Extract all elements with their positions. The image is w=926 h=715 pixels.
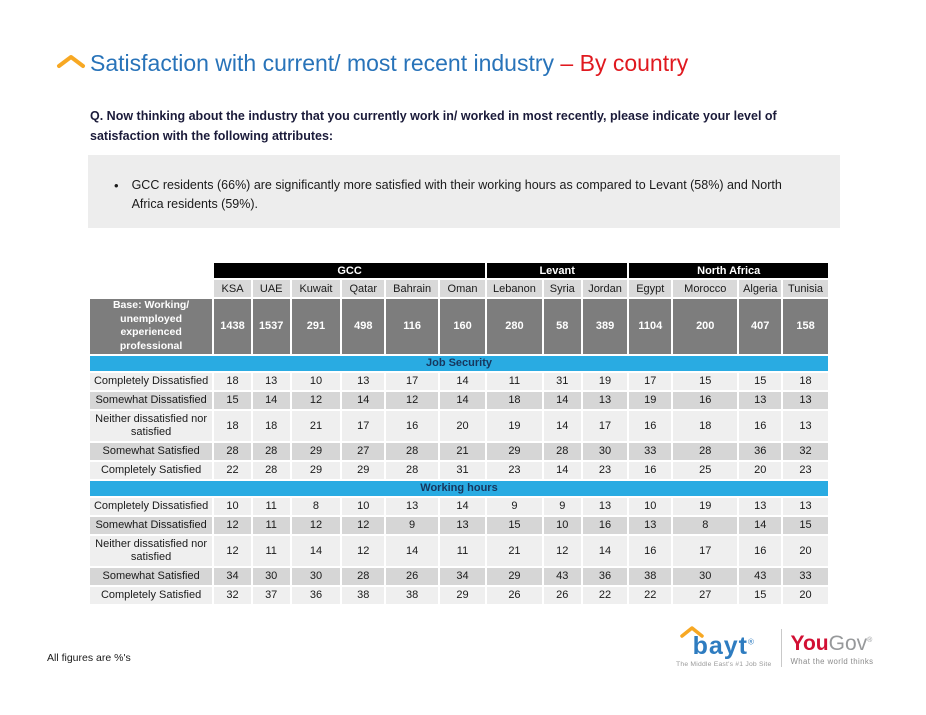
value-cell: 43 <box>739 568 781 585</box>
value-cell: 8 <box>673 517 737 534</box>
insight-text: GCC residents (66%) are significantly more satisfied with their working hours as compared to Levant (58%) and North Africa residents (59%). <box>131 178 782 212</box>
table-row <box>90 517 828 534</box>
base-value-cell: 1104 <box>629 299 671 354</box>
value-cell: 21 <box>440 443 485 460</box>
survey-question-text: Q. Now thinking about the industry that you currently work in/ worked in most recently, please indicate your level of satisfaction with the following attributes: <box>90 109 777 143</box>
bayt-tagline: The Middle East's #1 Job Site <box>676 660 772 668</box>
country-header-cell: Bahrain <box>386 280 438 297</box>
country-header-cell: Oman <box>440 280 485 297</box>
value-cell: 38 <box>629 568 671 585</box>
value-cell: 18 <box>214 373 251 390</box>
slide-title <box>56 50 688 78</box>
value-cell: 22 <box>629 587 671 604</box>
value-cell: 10 <box>292 373 341 390</box>
value-cell: 36 <box>292 587 341 604</box>
country-header-row <box>90 280 828 297</box>
value-cell: 23 <box>583 462 628 479</box>
value-cell: 38 <box>386 587 438 604</box>
corner-spacer <box>90 280 212 297</box>
value-cell: 11 <box>253 536 290 566</box>
value-cell: 15 <box>739 373 781 390</box>
value-cell: 22 <box>583 587 628 604</box>
yougov-you: You <box>790 632 829 655</box>
logo-divider <box>781 629 782 667</box>
table-row <box>90 443 828 460</box>
row-label-cell: Completely Dissatisfied <box>90 498 212 515</box>
value-cell: 17 <box>673 536 737 566</box>
value-cell: 13 <box>783 498 828 515</box>
table-row <box>90 498 828 515</box>
value-cell: 29 <box>440 587 485 604</box>
base-value-cell: 498 <box>342 299 384 354</box>
region-header-cell: GCC <box>214 263 485 278</box>
value-cell: 19 <box>487 411 542 441</box>
value-cell: 19 <box>629 392 671 409</box>
value-cell: 25 <box>673 462 737 479</box>
base-label-cell: Base: Working/ unemployed experienced professional <box>90 299 212 354</box>
yougov-tagline: What the world thinks <box>790 657 874 666</box>
value-cell: 8 <box>292 498 341 515</box>
caret-icon <box>56 54 86 69</box>
value-cell: 36 <box>583 568 628 585</box>
base-value-cell: 158 <box>783 299 828 354</box>
row-label-cell: Neither dissatisfied nor satisfied <box>90 536 212 566</box>
value-cell: 28 <box>253 443 290 460</box>
value-cell: 13 <box>342 373 384 390</box>
region-header-row <box>90 263 828 278</box>
base-value-cell: 1537 <box>253 299 290 354</box>
value-cell: 28 <box>386 462 438 479</box>
value-cell: 14 <box>386 536 438 566</box>
base-value-cell: 389 <box>583 299 628 354</box>
base-value-cell: 58 <box>544 299 581 354</box>
bayt-name: bayt <box>692 632 748 660</box>
value-cell: 32 <box>783 443 828 460</box>
value-cell: 28 <box>253 462 290 479</box>
value-cell: 14 <box>583 536 628 566</box>
country-results-table <box>88 261 830 606</box>
bullet-icon: • <box>114 178 119 193</box>
value-cell: 22 <box>214 462 251 479</box>
value-cell: 14 <box>440 392 485 409</box>
value-cell: 10 <box>214 498 251 515</box>
corner-spacer <box>90 263 212 278</box>
value-cell: 10 <box>544 517 581 534</box>
country-header-cell: Qatar <box>342 280 384 297</box>
value-cell: 16 <box>739 536 781 566</box>
value-cell: 14 <box>253 392 290 409</box>
value-cell: 11 <box>440 536 485 566</box>
section-band-row <box>90 481 828 496</box>
value-cell: 13 <box>629 517 671 534</box>
value-cell: 9 <box>544 498 581 515</box>
table-row <box>90 373 828 390</box>
value-cell: 14 <box>342 392 384 409</box>
value-cell: 17 <box>583 411 628 441</box>
country-header-cell: Lebanon <box>487 280 542 297</box>
value-cell: 10 <box>629 498 671 515</box>
table-row <box>90 536 828 566</box>
row-label-cell: Somewhat Satisfied <box>90 443 212 460</box>
base-value-cell: 116 <box>386 299 438 354</box>
region-header-cell: North Africa <box>629 263 828 278</box>
value-cell: 14 <box>739 517 781 534</box>
value-cell: 15 <box>783 517 828 534</box>
value-cell: 31 <box>544 373 581 390</box>
table-row <box>90 392 828 409</box>
bayt-registered-mark: ® <box>748 637 755 647</box>
value-cell: 20 <box>783 587 828 604</box>
bayt-caret-icon <box>680 626 704 638</box>
value-cell: 15 <box>214 392 251 409</box>
value-cell: 14 <box>440 498 485 515</box>
value-cell: 17 <box>342 411 384 441</box>
table-row <box>90 411 828 441</box>
value-cell: 37 <box>253 587 290 604</box>
value-cell: 14 <box>292 536 341 566</box>
value-cell: 28 <box>214 443 251 460</box>
value-cell: 18 <box>253 411 290 441</box>
row-label-cell: Neither dissatisfied nor satisfied <box>90 411 212 441</box>
row-label-cell: Completely Satisfied <box>90 462 212 479</box>
row-label-cell: Completely Dissatisfied <box>90 373 212 390</box>
value-cell: 11 <box>253 517 290 534</box>
value-cell: 16 <box>629 462 671 479</box>
row-label-cell: Completely Satisfied <box>90 587 212 604</box>
value-cell: 13 <box>583 498 628 515</box>
row-label-cell: Somewhat Dissatisfied <box>90 392 212 409</box>
base-value-cell: 1438 <box>214 299 251 354</box>
table-row <box>90 462 828 479</box>
value-cell: 16 <box>629 536 671 566</box>
footnote: All figures are %'s <box>47 652 131 664</box>
table-row <box>90 587 828 604</box>
country-header-cell: Kuwait <box>292 280 341 297</box>
value-cell: 20 <box>739 462 781 479</box>
value-cell: 13 <box>739 392 781 409</box>
value-cell: 33 <box>629 443 671 460</box>
branding <box>676 626 873 668</box>
value-cell: 12 <box>292 392 341 409</box>
value-cell: 14 <box>544 392 581 409</box>
value-cell: 33 <box>783 568 828 585</box>
value-cell: 36 <box>739 443 781 460</box>
value-cell: 43 <box>544 568 581 585</box>
row-label-cell: Somewhat Satisfied <box>90 568 212 585</box>
value-cell: 27 <box>342 443 384 460</box>
value-cell: 15 <box>673 373 737 390</box>
row-label-cell: Somewhat Dissatisfied <box>90 517 212 534</box>
page-title-main: Satisfaction with current/ most recent industry <box>90 50 561 76</box>
section-band-row <box>90 356 828 371</box>
value-cell: 14 <box>544 411 581 441</box>
country-header-cell: Tunisia <box>783 280 828 297</box>
value-cell: 17 <box>629 373 671 390</box>
country-header-cell: KSA <box>214 280 251 297</box>
value-cell: 16 <box>629 411 671 441</box>
value-cell: 13 <box>739 498 781 515</box>
base-row <box>90 299 828 354</box>
page-title-accent: – By country <box>560 50 689 76</box>
value-cell: 13 <box>440 517 485 534</box>
value-cell: 26 <box>544 587 581 604</box>
value-cell: 16 <box>386 411 438 441</box>
value-cell: 18 <box>673 411 737 441</box>
country-header-cell: Algeria <box>739 280 781 297</box>
value-cell: 26 <box>386 568 438 585</box>
value-cell: 9 <box>487 498 542 515</box>
country-header-cell: Egypt <box>629 280 671 297</box>
base-value-cell: 280 <box>487 299 542 354</box>
value-cell: 26 <box>487 587 542 604</box>
value-cell: 18 <box>214 411 251 441</box>
value-cell: 12 <box>386 392 438 409</box>
base-value-cell: 200 <box>673 299 737 354</box>
value-cell: 28 <box>673 443 737 460</box>
value-cell: 30 <box>583 443 628 460</box>
yougov-logo <box>791 626 874 666</box>
value-cell: 30 <box>673 568 737 585</box>
value-cell: 34 <box>214 568 251 585</box>
country-header-cell: Morocco <box>673 280 737 297</box>
value-cell: 34 <box>440 568 485 585</box>
value-cell: 20 <box>783 536 828 566</box>
table-row <box>90 568 828 585</box>
value-cell: 13 <box>253 373 290 390</box>
value-cell: 29 <box>487 443 542 460</box>
value-cell: 16 <box>583 517 628 534</box>
yougov-wordmark <box>791 633 874 654</box>
value-cell: 18 <box>783 373 828 390</box>
results-table-wrap <box>88 261 830 606</box>
value-cell: 13 <box>386 498 438 515</box>
value-cell: 23 <box>487 462 542 479</box>
insight-box <box>88 155 840 228</box>
value-cell: 12 <box>342 517 384 534</box>
country-header-cell: Jordan <box>583 280 628 297</box>
yougov-gov: Gov <box>828 632 868 655</box>
value-cell: 19 <box>583 373 628 390</box>
base-value-cell: 291 <box>292 299 341 354</box>
value-cell: 28 <box>386 443 438 460</box>
value-cell: 29 <box>292 443 341 460</box>
value-cell: 13 <box>783 411 828 441</box>
base-value-cell: 407 <box>739 299 781 354</box>
region-header-cell: Levant <box>487 263 627 278</box>
value-cell: 31 <box>440 462 485 479</box>
value-cell: 16 <box>673 392 737 409</box>
value-cell: 14 <box>544 462 581 479</box>
value-cell: 11 <box>487 373 542 390</box>
value-cell: 17 <box>386 373 438 390</box>
value-cell: 38 <box>342 587 384 604</box>
value-cell: 21 <box>487 536 542 566</box>
base-value-cell: 160 <box>440 299 485 354</box>
value-cell: 15 <box>487 517 542 534</box>
country-header-cell: UAE <box>253 280 290 297</box>
value-cell: 14 <box>440 373 485 390</box>
value-cell: 20 <box>440 411 485 441</box>
value-cell: 27 <box>673 587 737 604</box>
value-cell: 12 <box>342 536 384 566</box>
yougov-registered-mark: ® <box>867 637 873 644</box>
section-band: Job Security <box>90 356 828 371</box>
value-cell: 9 <box>386 517 438 534</box>
value-cell: 12 <box>214 536 251 566</box>
value-cell: 28 <box>544 443 581 460</box>
value-cell: 16 <box>739 411 781 441</box>
bayt-logo <box>676 626 772 668</box>
value-cell: 30 <box>253 568 290 585</box>
value-cell: 21 <box>292 411 341 441</box>
value-cell: 13 <box>783 392 828 409</box>
value-cell: 29 <box>342 462 384 479</box>
value-cell: 13 <box>583 392 628 409</box>
value-cell: 29 <box>292 462 341 479</box>
value-cell: 19 <box>673 498 737 515</box>
value-cell: 11 <box>253 498 290 515</box>
value-cell: 29 <box>487 568 542 585</box>
page-title <box>90 50 688 78</box>
value-cell: 30 <box>292 568 341 585</box>
bayt-wordmark <box>676 632 772 660</box>
value-cell: 15 <box>739 587 781 604</box>
value-cell: 18 <box>487 392 542 409</box>
value-cell: 12 <box>292 517 341 534</box>
value-cell: 12 <box>214 517 251 534</box>
value-cell: 10 <box>342 498 384 515</box>
country-header-cell: Syria <box>544 280 581 297</box>
value-cell: 12 <box>544 536 581 566</box>
value-cell: 32 <box>214 587 251 604</box>
section-band: Working hours <box>90 481 828 496</box>
value-cell: 28 <box>342 568 384 585</box>
value-cell: 23 <box>783 462 828 479</box>
